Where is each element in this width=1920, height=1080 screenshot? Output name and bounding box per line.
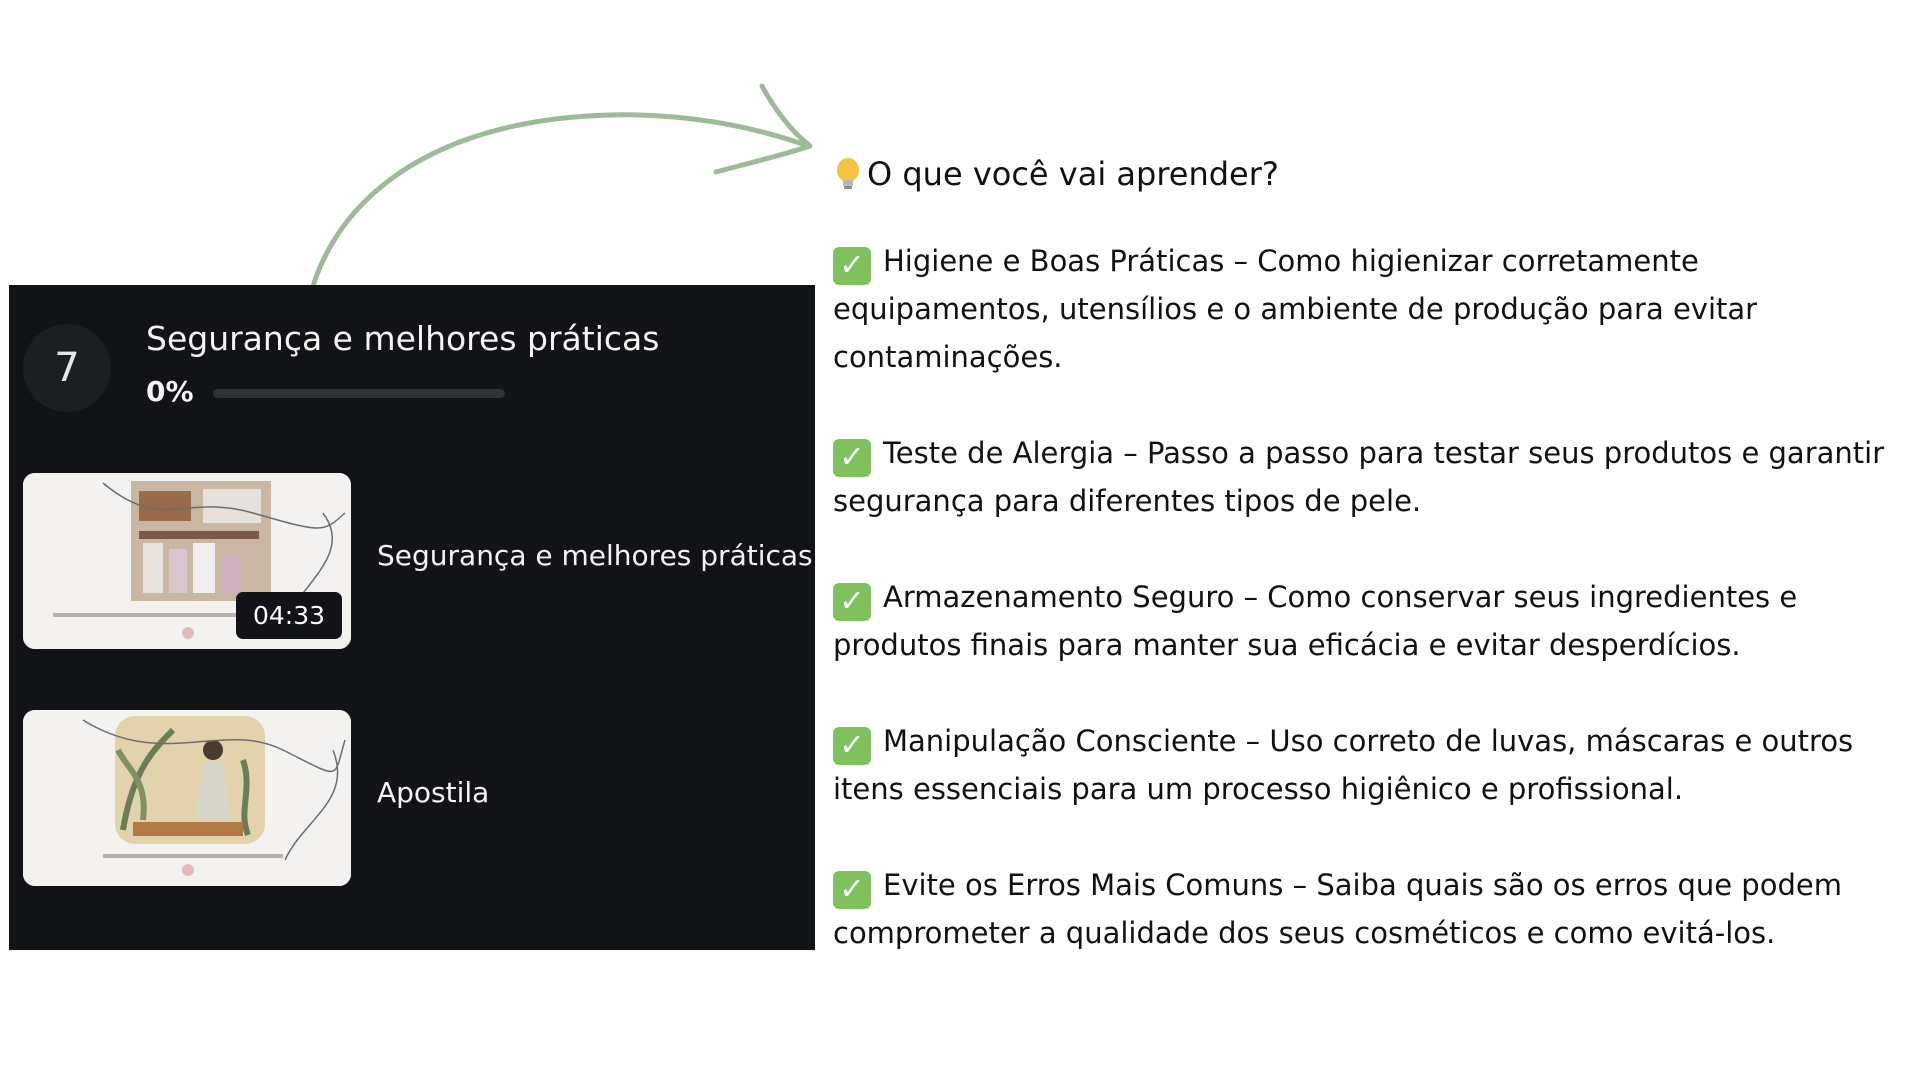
checkmark-icon: ✓ <box>833 439 871 477</box>
learning-item <box>833 861 1913 957</box>
lesson-title[interactable]: Segurança e melhores práticas <box>377 539 813 572</box>
learning-item-title: Evite os Erros Mais Comuns <box>883 868 1284 902</box>
learning-outcomes <box>833 155 1913 1005</box>
learning-item <box>833 429 1913 525</box>
lightbulb-icon <box>833 157 863 191</box>
checkmark-icon: ✓ <box>833 247 871 285</box>
course-module-panel <box>9 285 815 950</box>
learning-item <box>833 717 1913 813</box>
module-progress-bar <box>213 389 505 398</box>
module-number-badge: 7 <box>23 324 111 412</box>
learning-item-text: – Como conservar seus ingredientes e produtos finais para manter sua eficácia e evitar desperdícios. <box>833 580 1798 662</box>
learning-item-text: – Passo a passo para testar seus produtos e garantir segurança para diferentes tipos de pele. <box>833 436 1885 518</box>
lesson-duration-badge: 04:33 <box>236 592 342 639</box>
learning-item <box>833 573 1913 669</box>
lesson-thumbnail-image <box>23 710 351 886</box>
learning-item-text: – Como higienizar corretamente equipamentos, utensílios e o ambiente de produção para evitar contaminações. <box>833 244 1758 374</box>
learning-item-title: Teste de Alergia <box>883 436 1115 470</box>
learning-heading <box>833 155 1913 193</box>
lesson-title[interactable]: Apostila <box>377 776 490 809</box>
checkmark-icon: ✓ <box>833 727 871 765</box>
checkmark-icon: ✓ <box>833 871 871 909</box>
learning-item-title: Manipulação Consciente <box>883 724 1237 758</box>
learning-item-text: – Uso correto de luvas, máscaras e outros itens essenciais para um processo higiênico e profissional. <box>833 724 1854 806</box>
lesson-thumbnail[interactable] <box>23 710 351 886</box>
module-title[interactable]: Segurança e melhores práticas <box>146 319 660 358</box>
learning-item-text: – Saiba quais são os erros que podem comprometer a qualidade dos seus cosméticos e como evitá-los. <box>833 868 1842 950</box>
checkmark-icon: ✓ <box>833 583 871 621</box>
lesson-item[interactable] <box>23 473 813 649</box>
module-progress-label: 0% <box>146 375 194 408</box>
learning-item <box>833 237 1913 381</box>
lesson-item[interactable] <box>23 710 803 886</box>
learning-heading-text: O que você vai aprender? <box>867 155 1279 193</box>
learning-item-title: Armazenamento Seguro <box>883 580 1235 614</box>
learning-item-title: Higiene e Boas Práticas <box>883 244 1225 278</box>
lesson-thumbnail[interactable] <box>23 473 351 649</box>
